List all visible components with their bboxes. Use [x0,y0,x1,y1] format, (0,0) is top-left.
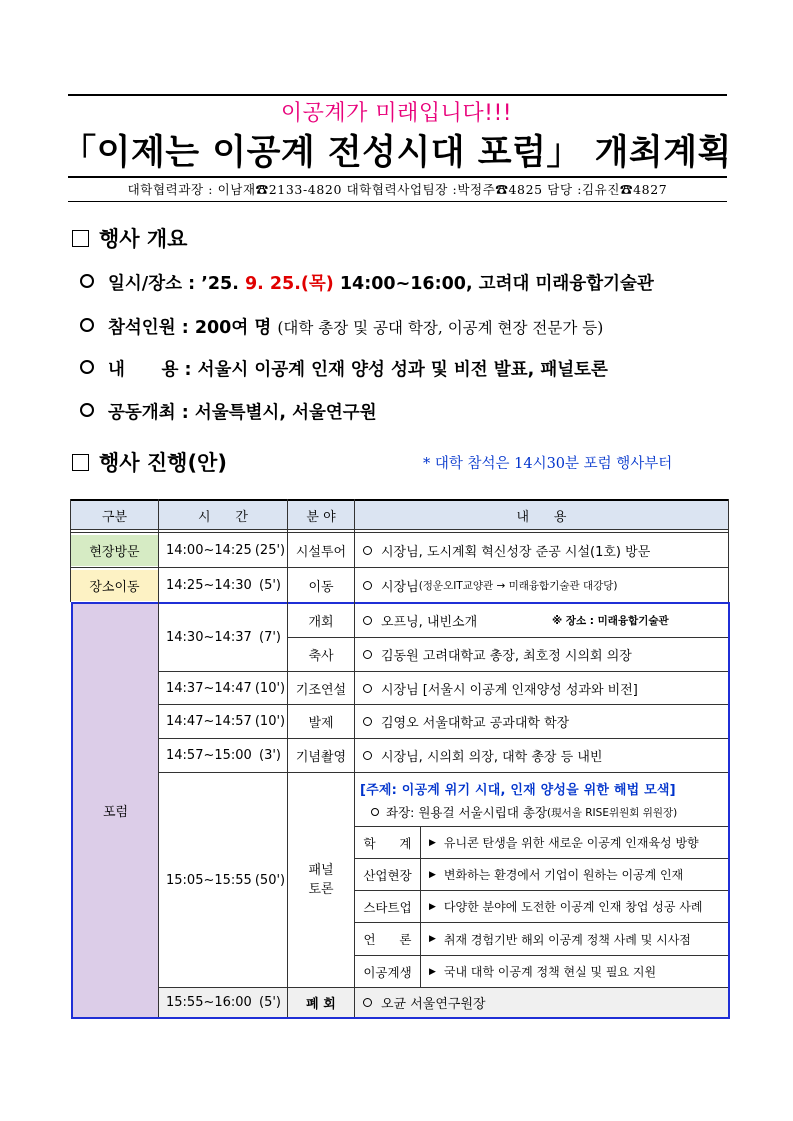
contact-rule [68,201,727,202]
triangle-right-icon: ▶ [429,869,436,880]
panelist-topic-academia [421,827,728,858]
schedule-heading [72,447,227,477]
item-value: 서울시 이공계 인재 양성 성과 및 비전 발표, 패널토론 [197,360,608,380]
keynote-content-text: 시장님 [서울시 이공계 인재양성 성과와 비전] [381,682,638,698]
title-rule [68,176,727,178]
bullet-icon [363,546,372,555]
panel-section-line1: 패널 [308,863,334,878]
header-time: 시 간 [198,509,248,525]
photo-content [355,739,728,772]
congrats-content-text: 김동원 고려대학교 총장, 최호정 시의회 의장 [381,649,632,664]
header-section: 분 야 [306,509,336,525]
photo-time: 14:57~15:00 [166,748,252,763]
visit-duration: (25') [254,543,286,558]
presentation-duration: (10') [254,714,286,729]
closing-content [355,988,728,1017]
overview-heading-text: 행사 개요 [99,227,188,251]
congrats-section: 축사 [308,649,334,664]
bullet-icon [363,581,372,590]
header-bottom-line-2 [70,532,729,533]
panelist-role-academia: 학 계 [363,835,412,851]
panelist-role-press: 언 론 [363,932,412,947]
panelist-topic-text: 취재 경험기반 해외 이공계 정책 사례 및 시사점 [443,932,691,947]
photo-content-text: 시장님, 시의회 의장, 대학 총장 등 내빈 [381,750,603,765]
photo-duration: (3') [259,748,281,763]
move-duration: (5') [259,578,281,593]
forum-category: 포럼 [102,805,129,820]
item-label: 공동개최 : [108,403,195,423]
panelist-topic-text: 다양한 분야에 도전한 이공계 인재 창업 성공 사례 [443,900,703,914]
visit-time: 14:00~14:25 [166,543,252,558]
bullet-icon [363,998,372,1007]
panel-theme: [주제: 이공계 위기 시대, 인재 양성을 위한 해법 모색] [360,782,676,798]
bullet-icon [80,403,94,417]
panelist-topic-text: 국내 대학 이공계 정책 현실 및 필요 지원 [443,965,657,979]
move-category: 장소이동 [89,580,140,595]
right-line-top [728,499,729,602]
opening-section: 개회 [308,615,334,630]
panelist-topic-startup [421,891,728,922]
item-date: 9. 25.(목) [244,274,334,294]
move-content [355,570,728,601]
contact-line: 대학협력과장 : 이남재☎2133-4820 대학협력사업팀장 :박정주☎4825 담당 :김유진☎4827 [127,182,668,197]
overview-heading [72,223,187,253]
bullet-icon [80,274,94,288]
visit-bottom-line [70,567,729,568]
bullet-icon [363,616,372,625]
closing-content-text: 오균 서울연구원장 [381,997,486,1012]
keynote-time: 14:37~14:47 [166,680,252,696]
move-time: 14:25~14:30 [166,578,252,593]
item-label: 내 용 : [108,360,198,380]
item-label: 일시/장소 : [108,274,202,294]
page-title: 「이제는 이공계 전성시대 포럼」 개최계획 [61,133,732,173]
overview-item-content [80,356,608,381]
visit-content [355,535,728,566]
presentation-time: 14:47~14:57 [166,714,252,729]
visit-content-text: 시장님, 도시계획 혁신성장 준공 시설(1호) 방문 [381,545,651,560]
panelist-topic-text: 변화하는 환경에서 기업이 원하는 이공계 인재 [443,868,684,882]
keynote-section: 기조연설 [295,682,347,698]
schedule-note: * 대학 참석은 14시30분 포럼 행사부터 [423,456,673,472]
checkbox-icon [72,230,89,247]
opening-duration: (7') [259,630,281,645]
visit-category: 현장방문 [89,545,140,560]
opening-content-text: 오프닝, 내빈소개 [381,615,478,630]
presentation-content-text: 김영오 서울대학교 공과대학 학장 [381,716,570,731]
bullet-icon [363,684,372,693]
bullet-icon [80,360,94,374]
item-note: (대학 총장 및 공대 학장, 이공계 현장 전문가 등) [277,319,604,337]
panel-chair-text: 좌장: 원용걸 서울시립대 총장 [386,805,548,820]
keynote-duration: (10') [254,680,286,696]
panelist-role-industry: 산업현장 [363,867,412,883]
item-value: 200여 명 [194,318,278,338]
closing-time: 15:55~16:00 [166,995,252,1010]
item-value: 서울특별시, 서울연구원 [194,403,377,423]
keynote-content [355,672,728,704]
presentation-section: 발제 [308,716,334,731]
panelist-topic-press [421,923,728,955]
opening-time: 14:30~14:37 [166,630,252,645]
move-content-route: (정운오IT교양관 → 미래융합기술관 대강당) [418,580,618,592]
overview-item-attendees [80,314,603,339]
triangle-right-icon: ▶ [429,966,436,977]
panelist-topic-text: 유니콘 탄생을 위한 새로운 이공계 인재육성 방향 [443,836,699,850]
header-category: 구분 [101,509,128,525]
visit-section: 시설투어 [295,545,347,560]
item-value: 14:00~16:00, 고려대 미래융합기술관 [333,274,654,294]
opening-venue-note: ※ 장소 : 미래융합기술관 [552,615,669,627]
panel-section [288,773,354,987]
header-content: 내 용 [516,509,567,525]
panel-chair-note: (現서울 RISE위원회 위원장) [547,806,678,819]
schedule-heading-text: 행사 진행(안) [99,451,227,475]
presentation-content [355,705,728,738]
triangle-right-icon: ▶ [429,837,436,848]
move-section: 이동 [308,580,334,595]
bullet-icon [363,751,372,760]
closing-section: 폐 회 [306,997,336,1012]
checkbox-icon [72,454,89,471]
item-label: 참석인원 : [108,318,195,338]
bullet-icon [80,318,94,332]
panel-time: 15:05~15:55 [166,872,252,888]
overview-item-cohost [80,399,377,424]
panelist-topic-student [421,956,728,987]
panel-duration: (50') [254,872,286,888]
bullet-icon [363,717,372,726]
move-content-text: 시장님 [381,580,419,595]
overview-item-datetime [80,270,654,295]
panel-section-line2: 토론 [308,882,334,897]
item-year: ’25. [201,274,245,294]
triangle-right-icon: ▶ [429,901,436,912]
bullet-icon [371,808,379,816]
header-bottom-line [70,529,729,530]
congrats-content [355,638,728,671]
triangle-right-icon: ▶ [429,934,436,944]
subtitle: 이공계가 미래입니다!!! [280,101,513,126]
bullet-icon [363,650,372,659]
panelist-topic-industry [421,859,728,890]
photo-section: 기념촬영 [295,750,347,765]
panelist-role-student: 이공계생 [363,964,412,980]
panelist-role-startup: 스타트업 [363,899,412,915]
panel-chair [355,799,728,825]
closing-duration: (5') [259,995,281,1010]
